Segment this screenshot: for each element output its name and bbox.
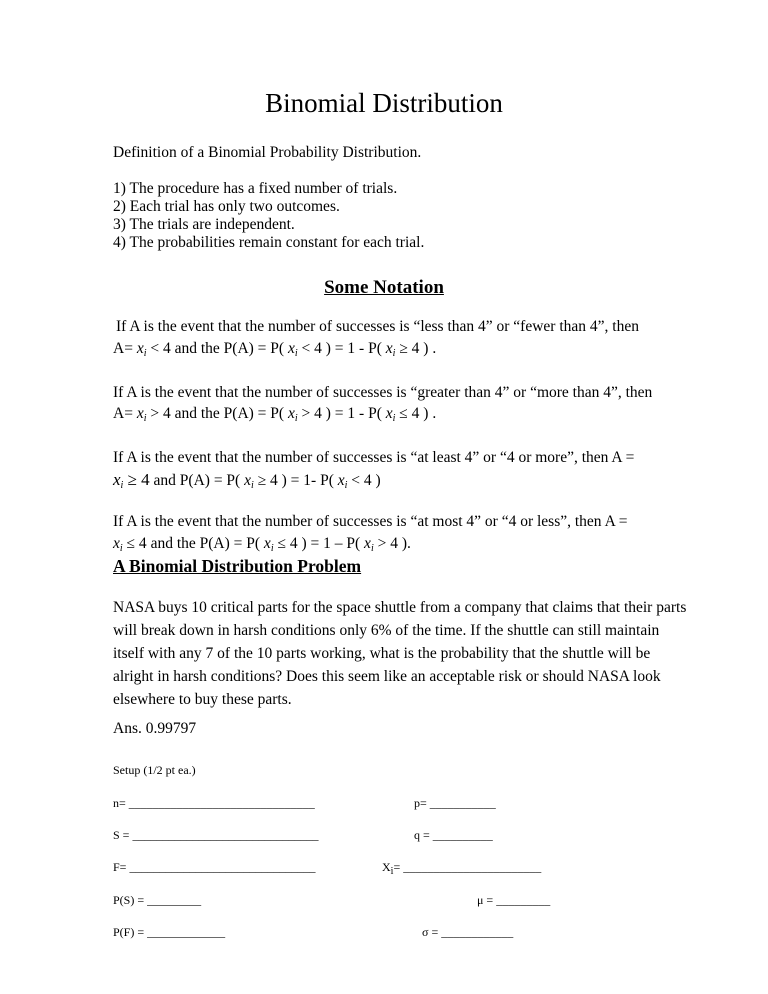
- setup-p-field: p= ___________: [414, 796, 496, 810]
- notation-block-2-line2: $A= x_i > 4$ and the P(A) = P( $x_i > 4$ ) = 1 - P( $x_i \le 4$ ) .: [113, 405, 437, 424]
- problem-answer: Ans. 0.99797: [113, 720, 197, 737]
- setup-ps-field: P(S) = _________: [113, 893, 202, 907]
- page-title: Binomial Distribution: [265, 88, 503, 118]
- setup-q-field: q = __________: [414, 828, 493, 842]
- setup-mu-field: μ = _________: [477, 893, 551, 907]
- problem-heading: A Binomial Distribution Problem: [113, 556, 362, 576]
- setup-pf-field: P(F) = _____________: [113, 925, 226, 939]
- notation-block-4-line2: $x_i \le 4$ and the P(A) = P( $x_i \le 4$ ) = 1 – P( $x_i > 4$ ).: [113, 535, 411, 554]
- definition-item-4: 4) The probabilities remain constant for each trial.: [113, 234, 425, 251]
- notation-block-3-line1: If A is the event that the number of successes is “at least 4” or “4 or more”, then A =: [113, 449, 635, 466]
- notation-block-1-line1: If A is the event that the number of successes is “less than 4” or “fewer than 4”, then: [116, 318, 639, 335]
- notation-block-1-line2: $A= x_i < 4$ and the P(A) = P( $x_i < 4$ ) = 1 - P( $x_i \ge 4$ ) .: [113, 340, 437, 359]
- setup-heading: Setup (1/2 pt ea.): [113, 763, 196, 777]
- setup-f-field: F= _______________________________: [113, 860, 316, 874]
- setup-sigma-field: σ = ____________: [422, 925, 514, 939]
- notation-block-4-line1: If A is the event that the number of successes is “at most 4” or “4 or less”, then A =: [113, 513, 628, 530]
- definition-item-1: 1) The procedure has a fixed number of trials.: [113, 180, 398, 197]
- notation-heading: Some Notation: [324, 277, 444, 298]
- definition-item-2: 2) Each trial has only two outcomes.: [113, 198, 340, 215]
- setup-n-field: n= _______________________________: [113, 796, 315, 810]
- definition-heading: Definition of a Binomial Probability Distribution.: [113, 144, 422, 161]
- setup-s-field: S = _______________________________: [113, 828, 319, 842]
- notation-block-3-line2: $x_i \ge 4$ and P(A) = P( $x_i \ge 4$ ) = 1- P( $x_i < 4$ ): [113, 470, 381, 491]
- notation-block-2-line1: If A is the event that the number of successes is “greater than 4” or “more than 4”, then: [113, 384, 653, 401]
- problem-text: NASA buys 10 critical parts for the space shuttle from a company that claims that their parts will break down in harsh conditions only 6% of the time. If the shuttle can still maintain itself with any 7 of the 10 parts working, what is the probability that the shuttle will be alright in harsh conditions? Does this seem like an acceptable risk or should NASA look elsewhere to buy these parts.: [113, 599, 687, 708]
- setup-xi-field: $X_i=$ _______________________: [382, 860, 542, 877]
- definition-item-3: 3) The trials are independent.: [113, 216, 295, 233]
